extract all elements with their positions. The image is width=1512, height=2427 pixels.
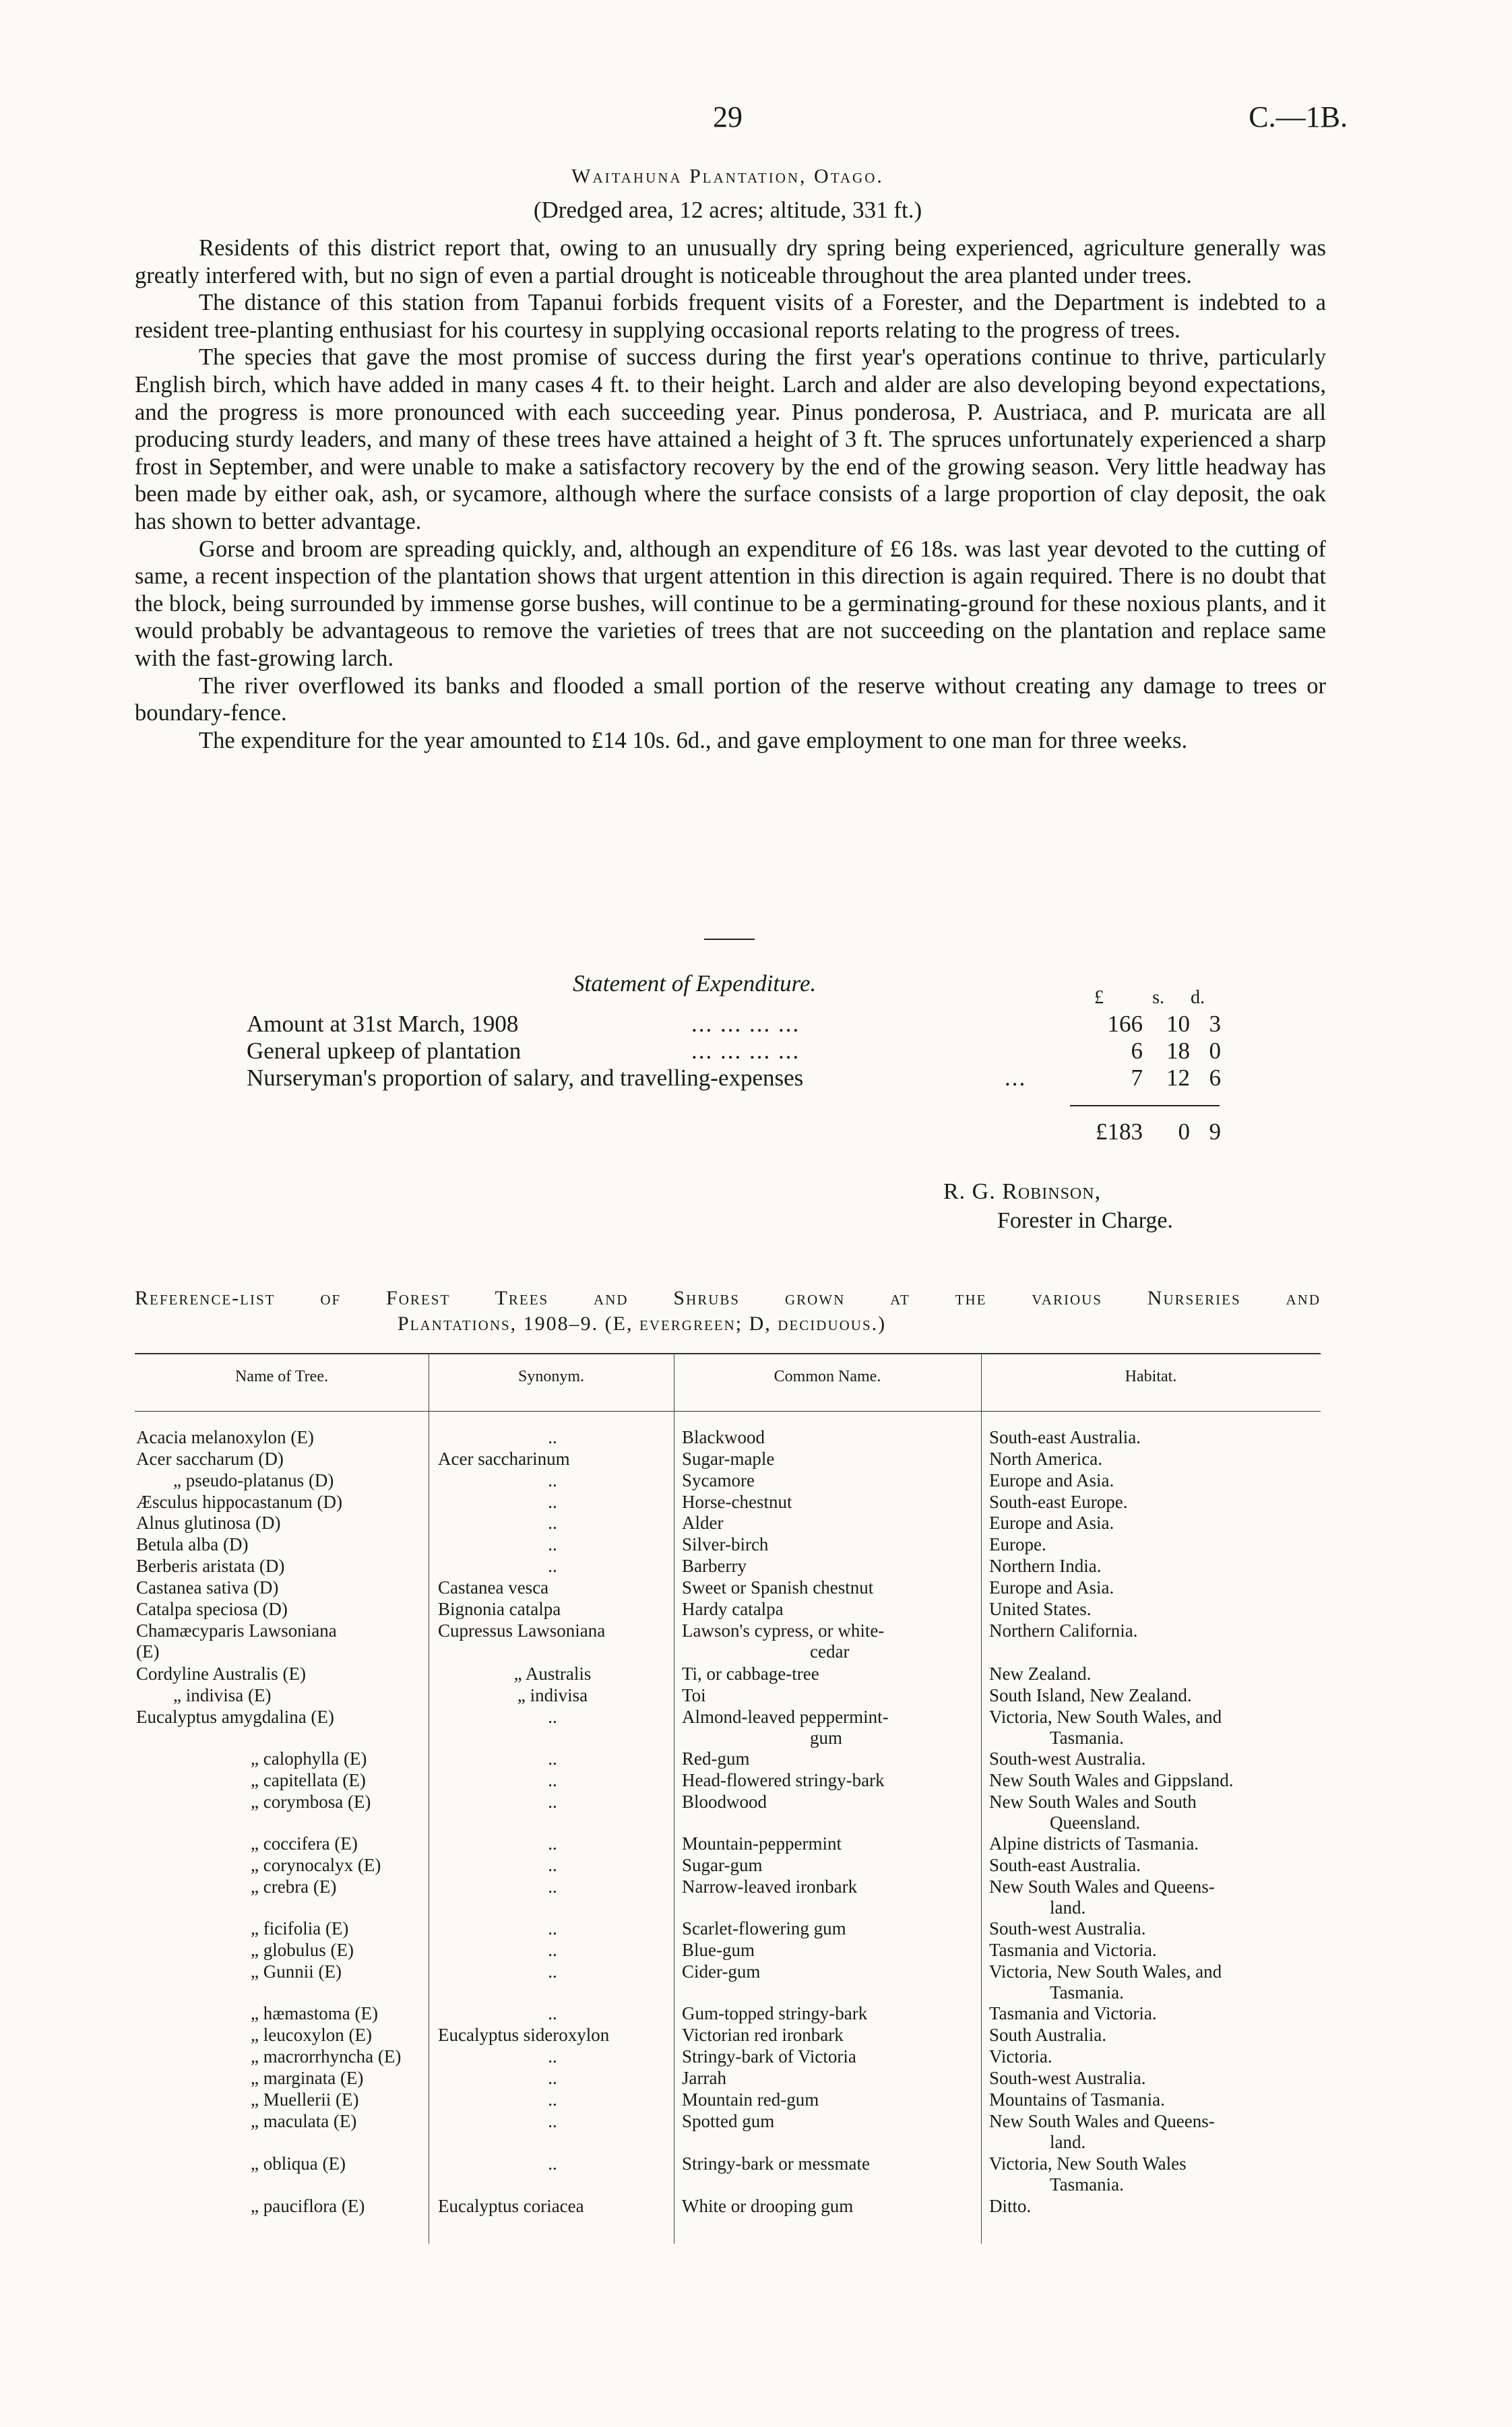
common-name-cell: Lawson's cypress, or white- xyxy=(682,1620,885,1641)
common-name-cell: Stringy-bark of Victoria xyxy=(682,2046,856,2067)
synonym-cell: .. xyxy=(548,1534,557,1554)
common-name-cell: Sweet or Spanish chestnut xyxy=(682,1577,874,1598)
statement-pounds: 6 xyxy=(1131,1038,1143,1064)
common-name-continuation: gum xyxy=(810,1728,843,1748)
common-name-cell: Gum-topped stringy-bark xyxy=(682,2003,868,2023)
habitat-cell: New Zealand. xyxy=(989,1664,1092,1684)
synonym-cell: .. xyxy=(548,2153,557,2174)
synonym-cell: .. xyxy=(548,1918,557,1939)
habitat-cell: South-east Australia. xyxy=(989,1427,1141,1447)
habitat-cell: South-west Australia. xyxy=(989,1748,1146,1769)
common-name-cell: Narrow-leaved ironbark xyxy=(682,1877,858,1897)
tree-name-cell: „ pseudo-platanus (D) xyxy=(173,1470,334,1490)
common-name-cell: Spotted gum xyxy=(682,2111,775,2131)
statement-row xyxy=(247,1038,1221,1065)
total-rule xyxy=(1070,1105,1220,1106)
section-subtitle: (Dredged area, 12 acres; altitude, 331 ft.) xyxy=(533,197,922,223)
table-header-rule xyxy=(135,1411,1321,1412)
synonym-cell: .. xyxy=(548,2111,557,2131)
common-name-cell: Toi xyxy=(682,1685,706,1705)
paragraph-1: Residents of this district report that, owing to an unusually dry spring being experienced, agriculture generally was greatly interfered with, but no sign of even a partial drought is noticeable throughout the area planted under trees. xyxy=(135,235,1326,288)
synonym-cell: „ indivisa xyxy=(517,1685,588,1705)
tree-name-cell: „ leucoxylon (E) xyxy=(251,2025,372,2045)
tree-name-cell: Castanea sativa (D) xyxy=(136,1577,279,1598)
synonym-cell: .. xyxy=(548,2089,557,2110)
synonym-cell: Acer saccharinum xyxy=(438,1449,570,1469)
habitat-continuation: land. xyxy=(1050,2132,1086,2152)
habitat-cell: United States. xyxy=(989,1599,1092,1619)
habitat-cell: Victoria. xyxy=(989,2046,1052,2067)
tree-name-cell: „ pauciflora (E) xyxy=(251,2196,365,2216)
table-top-rule xyxy=(135,1353,1321,1354)
total-pounds: £183 xyxy=(1096,1118,1143,1145)
synonym-cell: .. xyxy=(548,2068,557,2088)
column-divider xyxy=(981,1354,982,2244)
total-pence: 9 xyxy=(1209,1118,1221,1145)
habitat-cell: Northern California. xyxy=(989,1620,1138,1641)
common-name-cell: Blue-gum xyxy=(682,1940,755,1960)
page-number: 29 xyxy=(713,100,743,133)
habitat-cell: Europe. xyxy=(989,1534,1046,1554)
header-name-of-tree: Name of Tree. xyxy=(235,1368,328,1385)
habitat-cell: South-west Australia. xyxy=(989,1918,1146,1939)
statement-label: General upkeep of plantation xyxy=(247,1038,522,1064)
header-common-name: Common Name. xyxy=(774,1368,881,1385)
paragraph-4: Gorse and broom are spreading quickly, and, although an expenditure of £6 18s. was last year devoted to the cutting of same, a recent inspection of the plantation shows that urgent attention in this direction is again required. There is no doubt that the block, being surrounded by immense gorse bushes, will continue to be a germinating-ground for these noxious plants, and it would probably be advantageous to remove the varieties of trees that are not succeeding on the plantation and replace same with the fast-growing larch. xyxy=(135,536,1326,671)
synonym-cell: .. xyxy=(548,2046,557,2067)
document-reference: C.—1B. xyxy=(1249,100,1348,133)
tree-name-cell: „ calophylla (E) xyxy=(251,1748,367,1769)
section-divider xyxy=(704,939,755,940)
common-name-cell: Silver-birch xyxy=(682,1534,769,1554)
tree-name-cell: „ Gunnii (E) xyxy=(251,1961,342,1982)
common-name-continuation: cedar xyxy=(810,1641,850,1662)
common-name-cell: Bloodwood xyxy=(682,1792,767,1812)
tree-name-cell: „ coccifera (E) xyxy=(251,1833,358,1854)
habitat-cell: South Island, New Zealand. xyxy=(989,1685,1192,1705)
common-name-cell: Stringy-bark or messmate xyxy=(682,2153,870,2174)
common-name-cell: Blackwood xyxy=(682,1427,765,1447)
statement-pence: 6 xyxy=(1209,1065,1221,1091)
habitat-cell: Europe and Asia. xyxy=(989,1577,1114,1598)
section-title: Waitahuna Plantation, Otago. xyxy=(571,165,884,187)
common-name-cell: Jarrah xyxy=(682,2068,726,2088)
tree-name-cell: Æsculus hippocastanum (D) xyxy=(136,1492,342,1512)
reference-title-line1: Reference-list of Forest Trees and Shrubs grown at the various Nurseries and xyxy=(135,1287,1321,1309)
tree-name-cell: Acer saccharum (D) xyxy=(136,1449,284,1469)
tree-name-cell: „ crebra (E) xyxy=(251,1877,337,1897)
common-name-cell: Cider-gum xyxy=(682,1961,761,1982)
habitat-continuation: Tasmania. xyxy=(1050,1982,1124,2003)
common-name-cell: Head-flowered stringy-bark xyxy=(682,1770,885,1790)
habitat-cell: New South Wales and Queens- xyxy=(989,2111,1215,2131)
tree-name-cell: Eucalyptus amygdalina (E) xyxy=(136,1707,334,1727)
common-name-cell: Mountain red-gum xyxy=(682,2089,819,2110)
tree-name-cell: „ obliqua (E) xyxy=(251,2153,346,2174)
pounds-head: £ xyxy=(1094,987,1104,1008)
total-shillings: 0 xyxy=(1178,1118,1190,1145)
tree-name-cell: „ corymbosa (E) xyxy=(251,1792,371,1812)
synonym-cell: .. xyxy=(548,2003,557,2023)
tree-name-cell: Alnus glutinosa (D) xyxy=(136,1513,281,1533)
tree-name-cell: „ indivisa (E) xyxy=(173,1685,272,1705)
synonym-cell: .. xyxy=(548,1770,557,1790)
pence-head: d. xyxy=(1191,987,1205,1008)
habitat-continuation: land. xyxy=(1050,1897,1086,1918)
tree-name-cell: Acacia melanoxylon (E) xyxy=(136,1427,314,1447)
reference-title-line2: Plantations, 1908–9. (E, evergreen; D, deciduous.) xyxy=(398,1313,887,1335)
reference-list-title xyxy=(135,1286,1321,1337)
tree-name-cell: „ globulus (E) xyxy=(251,1940,354,1960)
statement-pence: 0 xyxy=(1209,1038,1221,1064)
tree-name-cell: Berberis aristata (D) xyxy=(136,1556,285,1576)
statement-row xyxy=(247,1065,1221,1092)
habitat-cell: New South Wales and Queens- xyxy=(989,1877,1215,1897)
synonym-cell: .. xyxy=(548,1513,557,1533)
tree-name-cell: Cordyline Australis (E) xyxy=(136,1664,306,1684)
habitat-cell: Victoria, New South Wales, and xyxy=(989,1707,1222,1727)
report-body xyxy=(135,234,1326,754)
habitat-cell: Victoria, New South Wales, and xyxy=(989,1961,1222,1982)
paragraph-2: The distance of this station from Tapanui forbids frequent visits of a Forester, and the Department is indebted to a resident tree-planting enthusiast for his courtesy in supplying occasional reports relating to the progress of trees. xyxy=(135,290,1326,343)
statement-row xyxy=(247,1011,1221,1038)
tree-name-cell: „ marginata (E) xyxy=(251,2068,364,2088)
tree-name-cell: „ Muellerii (E) xyxy=(251,2089,359,2110)
header-habitat: Habitat. xyxy=(1125,1368,1177,1385)
synonym-cell: Castanea vesca xyxy=(438,1577,549,1598)
signatory-role: Forester in Charge. xyxy=(997,1208,1173,1233)
common-name-cell: Ti, or cabbage-tree xyxy=(682,1664,819,1684)
statement-label: Nurseryman's proportion of salary, and travelling-expenses xyxy=(247,1065,804,1091)
common-name-cell: Scarlet-flowering gum xyxy=(682,1918,846,1939)
common-name-cell: Almond-leaved peppermint- xyxy=(682,1707,889,1727)
common-name-cell: Victorian red ironbark xyxy=(682,2025,844,2045)
common-name-cell: Barberry xyxy=(682,1556,747,1576)
paragraph-5: The river overflowed its banks and flooded a small portion of the reserve without creating any damage to trees or boundary-fence. xyxy=(135,672,1326,726)
leader-dots: ... ... ... ... xyxy=(691,1038,800,1064)
common-name-cell: Hardy catalpa xyxy=(682,1599,784,1619)
tree-name-cell: „ maculata (E) xyxy=(251,2111,357,2131)
tree-name-cell: „ macrorrhyncha (E) xyxy=(251,2046,402,2067)
habitat-cell: New South Wales and Gippsland. xyxy=(989,1770,1234,1790)
statement-shillings: 18 xyxy=(1166,1038,1190,1064)
habitat-cell: Mountains of Tasmania. xyxy=(989,2089,1165,2110)
habitat-cell: North America. xyxy=(989,1449,1102,1469)
habitat-cell: Tasmania and Victoria. xyxy=(989,1940,1157,1960)
synonym-cell: .. xyxy=(548,1833,557,1854)
leader-dots: ... ... ... ... xyxy=(691,1011,800,1037)
tree-name-cell: „ capitellata (E) xyxy=(251,1770,366,1790)
common-name-cell: Sycamore xyxy=(682,1470,755,1490)
paragraph-6: The expenditure for the year amounted to £14 10s. 6d., and gave employment to one man for three weeks. xyxy=(199,727,1188,753)
statement-shillings: 12 xyxy=(1166,1065,1190,1091)
synonym-cell: .. xyxy=(548,1492,557,1512)
tree-name-continuation: (E) xyxy=(136,1641,160,1662)
synonym-cell: .. xyxy=(548,1556,557,1576)
common-name-cell: Red-gum xyxy=(682,1748,750,1769)
habitat-cell: New South Wales and South xyxy=(989,1792,1197,1812)
statement-pounds: 7 xyxy=(1131,1065,1143,1091)
statement-pence: 3 xyxy=(1209,1011,1221,1037)
tree-name-cell: Chamæcyparis Lawsoniana xyxy=(136,1620,337,1641)
signatory-name: R. G. Robinson, xyxy=(943,1179,1102,1204)
synonym-cell: Eucalyptus coriacea xyxy=(438,2196,584,2216)
habitat-cell: Northern India. xyxy=(989,1556,1102,1576)
common-name-cell: Sugar-maple xyxy=(682,1449,775,1469)
synonym-cell: Bignonia catalpa xyxy=(438,1599,561,1619)
statement-title: Statement of Expenditure. xyxy=(573,970,817,997)
paragraph-3: The species that gave the most promise of success during the first year's operations continue to thrive, particularly English birch, which have added in many cases 4 ft. to their height. Larch and alder are also developing beyond expectations, and the progress is more pronounced with each succeeding year. Pinus ponderosa, P. Austriaca, and P. muricata are all producing sturdy leaders, and many of these trees have attained a height of 3 ft. The spruces unfortunately experienced a sharp frost in September, and were unable to make a satisfactory recovery by the end of the growing season. Very little headway has been made by either oak, ash, or sycamore, although where the surface consists of a large proportion of clay deposit, the oak has shown to better advantage. xyxy=(135,344,1326,534)
tree-name-cell: „ corynocalyx (E) xyxy=(251,1855,381,1875)
habitat-cell: Victoria, New South Wales xyxy=(989,2153,1187,2174)
habitat-cell: South-east Europe. xyxy=(989,1492,1128,1512)
statement-shillings: 10 xyxy=(1166,1011,1190,1037)
habitat-continuation: Tasmania. xyxy=(1050,2174,1124,2195)
tree-name-cell: Betula alba (D) xyxy=(136,1534,249,1554)
habitat-cell: South Australia. xyxy=(989,2025,1106,2045)
common-name-cell: Mountain-peppermint xyxy=(682,1833,842,1854)
statement-pounds: 166 xyxy=(1107,1011,1143,1037)
synonym-cell: „ Australis xyxy=(513,1664,592,1684)
common-name-cell: Sugar-gum xyxy=(682,1855,763,1875)
habitat-cell: Europe and Asia. xyxy=(989,1470,1114,1490)
leader-dots: ... xyxy=(1005,1065,1027,1091)
habitat-continuation: Tasmania. xyxy=(1050,1728,1124,1748)
habitat-cell: South-east Australia. xyxy=(989,1855,1141,1875)
synonym-cell: .. xyxy=(548,1961,557,1982)
habitat-cell: South-west Australia. xyxy=(989,2068,1146,2088)
synonym-cell: .. xyxy=(548,1855,557,1875)
synonym-cell: .. xyxy=(548,1748,557,1769)
synonym-cell: .. xyxy=(548,1940,557,1960)
tree-name-cell: Catalpa speciosa (D) xyxy=(136,1599,288,1619)
habitat-cell: Tasmania and Victoria. xyxy=(989,2003,1157,2023)
common-name-cell: Alder xyxy=(682,1513,724,1533)
synonym-cell: .. xyxy=(548,1707,557,1727)
habitat-cell: Alpine districts of Tasmania. xyxy=(989,1833,1199,1854)
habitat-continuation: Queensland. xyxy=(1050,1813,1141,1833)
common-name-cell: White or drooping gum xyxy=(682,2196,854,2216)
shillings-head: s. xyxy=(1152,987,1164,1008)
common-name-cell: Horse-chestnut xyxy=(682,1492,792,1512)
statement-total xyxy=(247,1118,1221,1145)
synonym-cell: .. xyxy=(548,1470,557,1490)
tree-name-cell: „ ficifolia (E) xyxy=(251,1918,349,1939)
synonym-cell: Cupressus Lawsoniana xyxy=(438,1620,606,1641)
synonym-cell: Eucalyptus sideroxylon xyxy=(438,2025,610,2045)
signature-name xyxy=(943,1179,1101,1205)
habitat-cell: Europe and Asia. xyxy=(989,1513,1114,1533)
synonym-cell: .. xyxy=(548,1427,557,1447)
synonym-cell: .. xyxy=(548,1877,557,1897)
synonym-cell: .. xyxy=(548,1792,557,1812)
statement-label: Amount at 31st March, 1908 xyxy=(247,1011,519,1037)
habitat-cell: Ditto. xyxy=(989,2196,1032,2216)
header-synonym: Synonym. xyxy=(517,1368,584,1385)
tree-name-cell: „ hæmastoma (E) xyxy=(251,2003,378,2023)
